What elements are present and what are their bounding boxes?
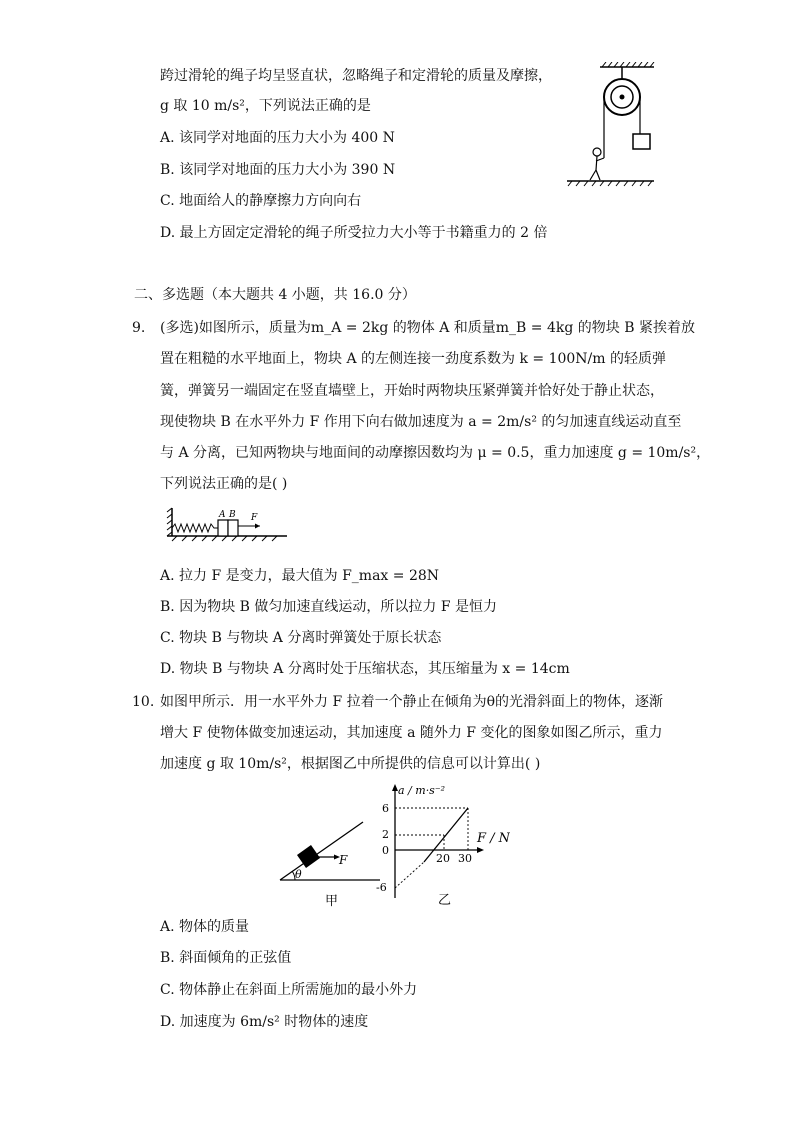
x-tick-20: 20 bbox=[436, 852, 450, 865]
y-tick-6: 6 bbox=[382, 802, 389, 815]
q9-option-a bbox=[160, 566, 439, 586]
q10-stem-line3: 加速度 g 取 10m/s²，根据图乙中所提供的信息可以计算出( ) bbox=[160, 756, 541, 772]
q10-number: 10. bbox=[132, 694, 155, 710]
option-text: 物块 B 与物块 A 分离时处于压缩状态，其压缩量为 x = 14cm bbox=[179, 661, 570, 677]
y-tick-neg6: -6 bbox=[376, 881, 387, 894]
q8-stem-line2: g 取 10 m/s²，下列说法正确的是 bbox=[160, 98, 371, 114]
option-label: C. bbox=[160, 630, 175, 646]
option-label: C. bbox=[160, 193, 175, 209]
q10-option-c bbox=[160, 980, 417, 1000]
q9-option-d bbox=[160, 659, 570, 679]
y-tick-0: 0 bbox=[382, 844, 389, 857]
q9-stem-line6: 下列说法正确的是( ) bbox=[160, 476, 288, 492]
option-label: A. bbox=[160, 130, 175, 146]
option-text: 物块 B 与物块 A 分离时弹簧处于原长状态 bbox=[179, 630, 442, 646]
x-tick-30: 30 bbox=[458, 852, 472, 865]
option-label: C. bbox=[160, 982, 175, 998]
q8-option-a bbox=[160, 128, 395, 148]
q10-option-d bbox=[160, 1012, 368, 1032]
q8-option-b bbox=[160, 160, 395, 180]
option-label: D. bbox=[160, 1014, 176, 1030]
block-b-label: B bbox=[229, 510, 236, 520]
q10-stem-line1: 如图甲所示．用一水平外力 F 拉着一个静止在倾角为θ的光滑斜面上的物体，逐渐 bbox=[160, 694, 664, 710]
option-text: 物体的质量 bbox=[179, 919, 250, 935]
q9-option-c bbox=[160, 628, 441, 648]
force-f-label: F bbox=[251, 513, 258, 523]
option-label: B. bbox=[160, 599, 175, 615]
block-a-label: A bbox=[219, 510, 226, 520]
option-label: D. bbox=[160, 225, 176, 241]
option-text: 该同学对地面的压力大小为 400 N bbox=[179, 130, 395, 146]
q9-stem-line1: (多选)如图所示，质量为m_A = 2kg 的物体 A 和质量m_B = 4kg 的物块 B 紧挨着放 bbox=[160, 320, 695, 336]
option-label: A. bbox=[160, 919, 175, 935]
option-text: 加速度为 6m/s² 时物体的速度 bbox=[179, 1014, 369, 1030]
caption-yi: 乙 bbox=[438, 893, 452, 908]
angle-label: θ bbox=[295, 868, 302, 881]
option-text: 地面给人的静摩擦力方向向右 bbox=[179, 193, 362, 209]
q9-option-b bbox=[160, 597, 497, 617]
y-tick-2: 2 bbox=[382, 828, 389, 841]
caption-jia: 甲 bbox=[325, 894, 339, 909]
option-text: 因为物块 B 做匀加速直线运动，所以拉力 F 是恒力 bbox=[179, 599, 498, 615]
option-label: B. bbox=[160, 950, 175, 966]
pulley-figure bbox=[562, 62, 662, 187]
q9-stem-line3: 簧，弹簧另一端固定在竖直墙壁上，开始时两物块压紧弹簧并恰好处于静止状态， bbox=[160, 383, 664, 399]
q9-stem-line4: 现使物块 B 在水平外力 F 作用下向右做加速度为 a = 2m/s² 的匀加速直线运动直至 bbox=[160, 414, 682, 430]
a-f-graph bbox=[370, 780, 510, 910]
option-text: 斜面倾角的正弦值 bbox=[179, 950, 292, 966]
option-text: 拉力 F 是变力，最大值为 F_max = 28N bbox=[179, 568, 440, 584]
x-axis-label: F / N bbox=[477, 831, 510, 846]
spring-blocks-figure bbox=[162, 502, 292, 547]
q10-stem-line2: 增大 F 使物体做变加速运动，其加速度 a 随外力 F 变化的图象如图乙所示，重力 bbox=[160, 725, 663, 741]
q9-stem-line2: 置在粗糙的水平地面上，物块 A 的左侧连接一劲度系数为 k = 100N/m 的轻质弹 bbox=[160, 351, 666, 367]
y-axis-label: a / m·s⁻² bbox=[398, 784, 446, 797]
incline-figure bbox=[275, 780, 385, 910]
option-label: B. bbox=[160, 162, 175, 178]
q8-stem-line1: 跨过滑轮的绳子均呈竖直状，忽略绳子和定滑轮的质量及摩擦， bbox=[160, 68, 552, 84]
option-label: A. bbox=[160, 568, 175, 584]
option-label: D. bbox=[160, 661, 176, 677]
q9-stem-line5: 与 A 分离，已知两物块与地面间的动摩擦因数均为 μ = 0.5，重力加速度 g = 10m/s²， bbox=[160, 445, 711, 461]
option-text: 该同学对地面的压力大小为 390 N bbox=[179, 162, 396, 178]
q8-option-c bbox=[160, 191, 361, 211]
section-heading: 二、多选题（本大题共 4 小题，共 16.0 分） bbox=[134, 287, 416, 303]
option-text: 最上方固定定滑轮的绳子所受拉力大小等于书籍重力的 2 倍 bbox=[179, 225, 548, 241]
option-text: 物体静止在斜面上所需施加的最小外力 bbox=[179, 982, 418, 998]
q10-option-a bbox=[160, 917, 249, 937]
force-label: F bbox=[339, 853, 348, 867]
q10-option-b bbox=[160, 948, 291, 968]
q8-option-d bbox=[160, 223, 547, 243]
q9-number: 9. bbox=[132, 320, 146, 336]
